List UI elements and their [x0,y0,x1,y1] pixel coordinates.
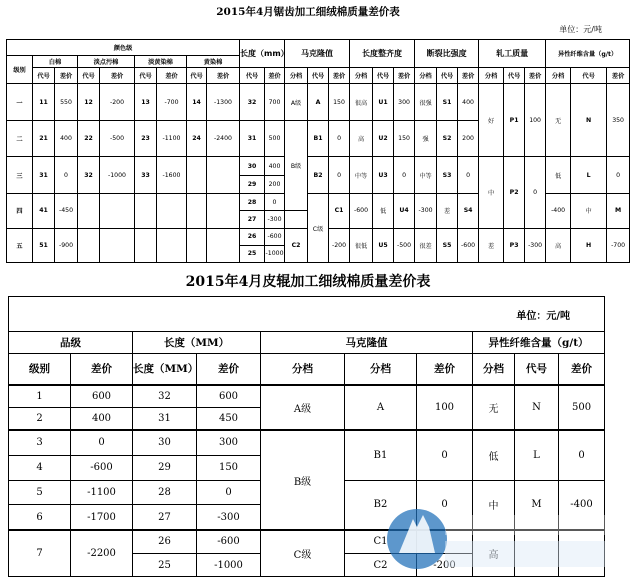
diff-header: 差价 [207,68,240,84]
code-cell: M [515,480,559,530]
grade-header: 级别 [7,56,33,84]
ginning-header: 轧工质量 [479,40,546,68]
grade-cell: 4 [9,455,71,480]
cat-header: 分档 [350,68,373,84]
diff-cell: -600 [265,228,285,245]
strength-header: 断裂比强度 [415,40,479,68]
cat-header: 分档 [261,354,345,385]
diff-cell: 350 [607,84,630,157]
diff-cell: 500 [265,120,285,156]
empty-cell [157,194,187,228]
code-cell: U4 [394,194,415,228]
code-header: 代号 [308,68,329,84]
diff-header: 差价 [607,68,630,84]
code-cell: C1 [329,194,350,228]
grade-cell: 2 [9,407,71,430]
grade-cell: 7 [9,530,71,577]
diff-cell: 400 [71,407,133,430]
diff-cell: 0 [559,430,605,480]
watermark-logo-icon [383,497,610,577]
diff-cell: -700 [157,84,187,120]
diff-cell: 0 [197,480,261,505]
cat-cell: 差 [479,228,504,262]
empty-cell [78,228,100,262]
code-cell: N [515,385,559,431]
diff-cell: 0 [55,157,78,194]
diff-cell: -300 [525,228,546,262]
length-cell: 31 [133,407,197,430]
empty-cell [207,157,240,194]
cat-cell: 低 [546,157,571,194]
code-cell: A [308,84,329,120]
empty-cell [135,228,157,262]
cat-cell: 无 [546,84,571,157]
cat-header: 分档 [415,68,437,84]
cat-cell: 低 [373,194,394,228]
grade-cell: 一 [7,84,33,120]
diff-header: 差价 [197,354,261,385]
diff-header: 差价 [100,68,135,84]
code-header: 代号 [187,68,207,84]
code-cell: B1 [308,120,329,156]
diff-cell: -700 [607,228,630,262]
length-cell: 32 [240,84,265,120]
color-grade-header: 颜色级 [7,40,240,56]
code-cell: 32 [78,157,100,194]
empty-cell [187,194,207,228]
code-header: 代号 [373,68,394,84]
foreign-group-header: 异性纤维含量（g/t） [473,332,605,354]
diff-cell: 100 [417,385,473,431]
diff-cell: 600 [71,385,133,408]
light-yellow-header: 淡黄染棉 [135,56,187,68]
code-cell: U2 [373,120,394,156]
mic-cat-cell: B级 [261,430,345,530]
diff-cell: 0 [71,430,133,455]
diff-cell: 100 [525,84,546,157]
empty-cell [100,228,135,262]
cat-header: 分档 [473,354,515,385]
mic-cat-cell: A级 [261,385,345,431]
diff-cell: -2400 [207,120,240,156]
length-header: 长度（mm） [240,40,285,68]
diff-header: 差价 [71,354,133,385]
diff-cell: 700 [265,84,285,120]
cat-cell: 很差 [415,228,437,262]
code-header: 代号 [33,68,55,84]
table-row [7,157,630,176]
code-cell: C1 [345,530,417,554]
diff-cell: -200 [329,228,350,262]
length-cell: 29 [240,176,265,194]
diff-cell: -1000 [265,245,285,262]
diff-cell: -900 [55,228,78,262]
code-cell: M [607,194,630,228]
mic-cat-cell: C级 [308,194,329,263]
diff-cell: 400 [55,120,78,156]
diff-cell: -450 [55,194,78,228]
grade-cell: 四 [7,194,33,228]
code-cell: L [571,157,607,194]
cat-cell: 好 [479,84,504,157]
code-cell: U1 [373,84,394,120]
grade-cell: 3 [9,430,71,455]
empty-cell [187,228,207,262]
diff-cell: -1000 [197,554,261,577]
cat-cell: 强 [415,120,437,156]
diff-header: 差价 [417,354,473,385]
code-cell: B2 [308,157,329,194]
yellow-header: 黄染棉 [187,56,240,68]
code-cell: 14 [187,84,207,120]
code-cell: S1 [437,84,458,120]
diff-cell: 400 [458,84,479,120]
diff-header: 差价 [157,68,187,84]
code-cell: 23 [135,120,157,156]
table-row [9,385,605,408]
diff-cell: -300 [415,194,437,228]
diff-cell: 450 [197,407,261,430]
mic-cat-cell: B级 [285,120,308,211]
diff-header: 差价 [394,68,415,84]
diff-cell: -400 [559,480,605,530]
code-cell: L [515,430,559,480]
diff-cell: -1300 [207,84,240,120]
mic-group-header: 马克隆值 [261,332,473,354]
code-cell: B1 [345,430,417,480]
cat-cell: 很低 [350,228,373,262]
diff-cell: -600 [197,530,261,554]
code-cell: P2 [504,157,525,229]
code-cell: C2 [345,554,417,577]
diff-cell: 0 [607,157,630,194]
empty-cell [100,194,135,228]
cat-cell: 低 [473,430,515,480]
cat-cell: 差 [437,194,458,228]
length-cell: 27 [133,505,197,530]
length-cell: 32 [133,385,197,408]
code-cell: 11 [33,84,55,120]
empty-cell [157,228,187,262]
mic-header: 马克隆值 [285,40,350,68]
diff-header: 差价 [559,354,605,385]
diff-cell: 150 [329,84,350,120]
diff-cell: -300 [197,505,261,530]
diff-cell: 400 [265,157,285,176]
table2-title: 2015年4月皮辊加工细绒棉质量差价表 [185,274,431,290]
empty-cell [78,194,100,228]
code-cell: 24 [187,120,207,156]
code-header: 代号 [240,68,265,84]
code-cell: C2 [285,228,308,262]
diff-cell: 300 [197,430,261,455]
length-cell: 30 [133,430,197,455]
code-header: 代号 [78,68,100,84]
watermark-band [445,515,605,535]
cat-cell: 无 [473,385,515,431]
code-cell: 21 [33,120,55,156]
diff-cell: -1000 [100,157,135,194]
diff-cell: 200 [265,176,285,194]
cat-header: 分档 [546,68,571,84]
code-cell: S3 [437,157,458,194]
grade-cell: 5 [9,480,71,505]
uniformity-header: 长度整齐度 [350,40,415,68]
grade-cell: 五 [7,228,33,262]
diff-cell: 150 [197,455,261,480]
cat-cell: 中 [479,157,504,229]
code-cell: 22 [78,120,100,156]
diff-cell: -2200 [71,530,133,577]
watermark-band [445,541,605,567]
diff-cell: 0 [458,157,479,194]
diff-cell: -600 [350,194,373,228]
code-cell: 33 [135,157,157,194]
code-cell: P3 [504,228,525,262]
diff-cell: 0 [394,157,415,194]
diff-header: 差价 [458,68,479,84]
diff-cell: 0 [525,157,546,229]
diff-cell: 200 [458,120,479,156]
code-cell: B2 [345,480,417,530]
code-header: 代号 [571,68,607,84]
length-cell: 27 [240,211,265,228]
grade-cell: 三 [7,157,33,194]
cat-header: 分档 [479,68,504,84]
diff-cell: -500 [394,228,415,262]
cat-cell: 高 [473,530,515,577]
empty-cell [187,157,207,194]
table2-unit: 单位：元/吨 [9,297,605,332]
diff-header: 差价 [55,68,78,84]
diff-cell: 500 [559,385,605,431]
length-cell: 28 [133,480,197,505]
code-cell: U3 [373,157,394,194]
cat-cell: 中 [571,194,607,228]
cat-header: 分档 [345,354,417,385]
cat-header: 分档 [285,68,308,84]
code-cell: P1 [504,84,525,157]
code-cell: S5 [437,228,458,262]
diff-cell: 0 [329,120,350,156]
diff-cell: 0 [265,194,285,211]
code-cell: 41 [33,194,55,228]
diff-cell: 0 [417,480,473,530]
code-cell: 13 [135,84,157,120]
cat-cell: 中等 [350,157,373,194]
code-cell: 12 [78,84,100,120]
diff-cell: -400 [546,194,571,228]
saw-gin-price-table [6,39,630,263]
cat-cell: 中 [473,480,515,530]
empty-cell [207,194,240,228]
mic-cat-cell: A级 [285,84,308,120]
cat-cell: 很强 [415,84,437,120]
empty-cell [207,228,240,262]
code-cell: H [571,228,607,262]
diff-cell: -1100 [157,120,187,156]
light-spot-header: 淡点污棉 [78,56,135,68]
diff-cell: 0 [329,157,350,194]
table1-title: 2015年4月锯齿加工细绒棉质量差价表 [216,6,400,18]
length-cell: 31 [240,120,265,156]
grade-group-header: 品级 [9,332,133,354]
table-row [7,84,630,120]
code-header: 代号 [515,354,559,385]
code-cell: S2 [437,120,458,156]
foreign-header: 异性纤维含量（g/t） [546,40,630,68]
diff-header: 差价 [265,68,285,84]
grade-cell: 二 [7,120,33,156]
table1-unit: 单位：元/吨 [559,25,602,34]
code-cell: N [571,84,607,157]
mic-cat-cell: C级 [261,530,345,577]
diff-cell: -500 [100,120,135,156]
diff-cell: 0 [417,430,473,480]
grade-cell: 1 [9,385,71,408]
grade-cell: 6 [9,505,71,530]
diff-cell: 150 [394,120,415,156]
diff-cell: 600 [197,385,261,408]
diff-cell: -1700 [71,505,133,530]
length-cell: 29 [133,455,197,480]
length-cell: 26 [240,228,265,245]
diff-cell: 300 [394,84,415,120]
diff-header: 差价 [525,68,546,84]
cat-cell: 高 [546,228,571,262]
length-cell: 28 [240,194,265,211]
diff-cell: -1600 [157,157,187,194]
code-cell: U5 [373,228,394,262]
cat-cell: 中等 [415,157,437,194]
diff-cell: -200 [100,84,135,120]
diff-cell: -300 [265,211,285,228]
length-cell: 25 [133,554,197,577]
length-cell: 25 [240,245,265,262]
empty-cell [135,194,157,228]
code-header: 代号 [504,68,525,84]
code-header: 代号 [437,68,458,84]
diff-cell: -600 [458,228,479,262]
length-cell: 30 [240,157,265,176]
code-header: 代号 [135,68,157,84]
length-cell: 26 [133,530,197,554]
length-header: 长度（MM） [133,354,197,385]
white-header: 白棉 [33,56,78,68]
code-cell: S4 [458,194,479,228]
diff-header: 差价 [329,68,350,84]
diff-cell: -600 [71,455,133,480]
grade-header: 级别 [9,354,71,385]
cat-cell: 很高 [350,84,373,120]
table-row [9,430,605,455]
cat-cell: 高 [350,120,373,156]
diff-cell: 550 [55,84,78,120]
length-group-header: 长度（MM） [133,332,261,354]
code-cell: 51 [33,228,55,262]
code-cell: 31 [33,157,55,194]
diff-cell: -200 [417,554,473,577]
diff-cell: -1100 [71,480,133,505]
code-cell: A [345,385,417,431]
